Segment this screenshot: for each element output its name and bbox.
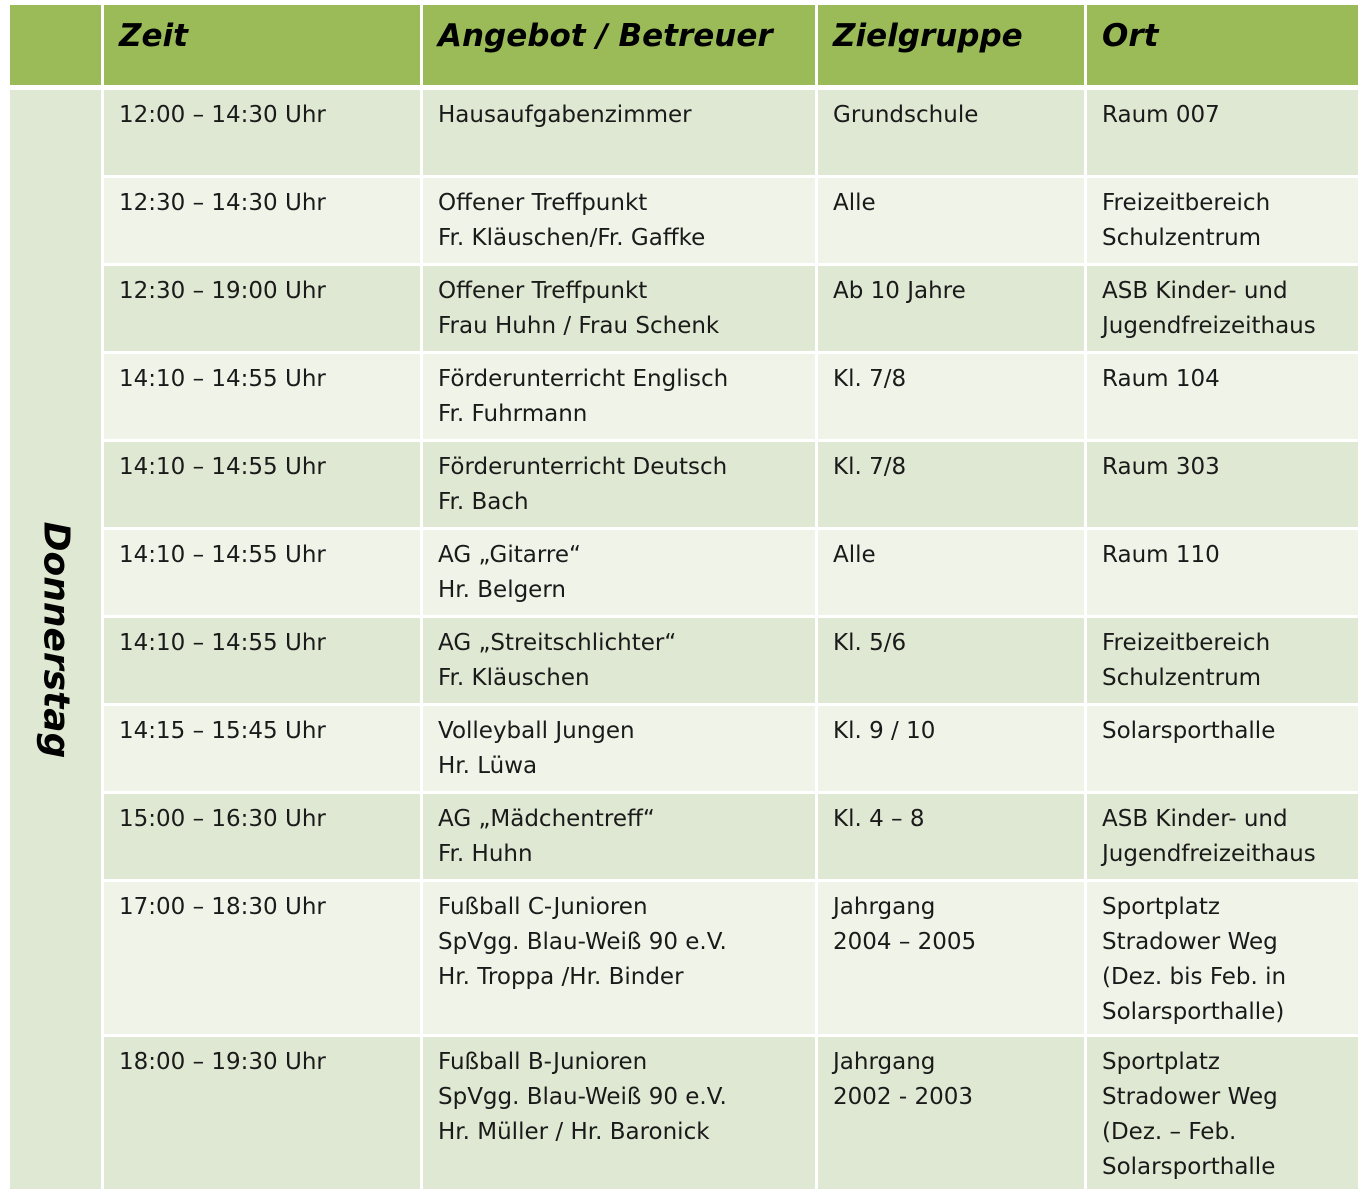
- angebot-line: Hr. Troppa /Hr. Binder: [438, 964, 684, 990]
- angebot-line: Hausaufgabenzimmer: [438, 102, 692, 128]
- table-row: [10, 442, 1358, 530]
- angebot-cell: [423, 442, 818, 530]
- zeit-cell: 14:10 – 14:55 Uhr: [104, 530, 423, 618]
- table-row: [10, 266, 1358, 354]
- table-row: [10, 706, 1358, 794]
- zielgruppe-cell: [818, 794, 1087, 882]
- angebot-cell: [423, 794, 818, 882]
- zielgruppe-line: Jahrgang: [833, 894, 936, 920]
- table-row: [10, 354, 1358, 442]
- zeit-cell: 14:10 – 14:55 Uhr: [104, 442, 423, 530]
- angebot-line: SpVgg. Blau-Weiß 90 e.V.: [438, 1084, 727, 1110]
- header-ort: Ort: [1087, 5, 1358, 90]
- header-zielgruppe: Zielgruppe: [818, 5, 1087, 90]
- angebot-line: Hr. Belgern: [438, 577, 566, 603]
- ort-cell: [1087, 706, 1358, 794]
- angebot-line: AG „Mädchentreff“: [438, 806, 655, 832]
- ort-cell: [1087, 794, 1358, 882]
- table-row: [10, 882, 1358, 1037]
- ort-line: Sportplatz: [1102, 894, 1220, 920]
- ort-cell: [1087, 1037, 1358, 1192]
- ort-line: Solarsporthalle: [1102, 718, 1276, 744]
- ort-cell: [1087, 266, 1358, 354]
- angebot-line: Offener Treffpunkt: [438, 190, 648, 216]
- ort-line: Freizeitbereich: [1102, 190, 1271, 216]
- ort-line: Schulzentrum: [1102, 225, 1262, 251]
- angebot-line: Volleyball Jungen: [438, 718, 635, 744]
- zielgruppe-cell: [818, 442, 1087, 530]
- table-row: [10, 618, 1358, 706]
- zielgruppe-cell: [818, 178, 1087, 266]
- table-row: [10, 178, 1358, 266]
- zielgruppe-cell: [818, 706, 1087, 794]
- angebot-line: Hr. Lüwa: [438, 753, 538, 779]
- angebot-line: Förderunterricht Deutsch: [438, 454, 728, 480]
- zielgruppe-line: Kl. 7/8: [833, 366, 907, 392]
- angebot-line: Förderunterricht Englisch: [438, 366, 729, 392]
- zielgruppe-line: Jahrgang: [833, 1049, 936, 1075]
- ort-line: Freizeitbereich: [1102, 630, 1271, 656]
- zielgruppe-line: Kl. 9 / 10: [833, 718, 936, 744]
- angebot-line: Fr. Kläuschen: [438, 665, 590, 691]
- ort-line: Jugendfreizeithaus: [1102, 841, 1316, 867]
- angebot-cell: [423, 90, 818, 178]
- ort-cell: [1087, 178, 1358, 266]
- zielgruppe-cell: [818, 354, 1087, 442]
- angebot-cell: [423, 618, 818, 706]
- ort-line: Raum 104: [1102, 366, 1220, 392]
- zeit-cell: 12:30 – 14:30 Uhr: [104, 178, 423, 266]
- ort-line: (Dez. bis Feb. in: [1102, 964, 1287, 990]
- ort-line: Stradower Weg: [1102, 929, 1278, 955]
- zeit-cell: 15:00 – 16:30 Uhr: [104, 794, 423, 882]
- ort-line: ASB Kinder- und: [1102, 278, 1288, 304]
- zielgruppe-line: 2004 – 2005: [833, 929, 977, 955]
- angebot-cell: [423, 1037, 818, 1192]
- ort-line: Raum 007: [1102, 102, 1220, 128]
- ort-line: Sportplatz: [1102, 1049, 1220, 1075]
- zielgruppe-cell: [818, 882, 1087, 1037]
- ort-line: Schulzentrum: [1102, 665, 1262, 691]
- angebot-cell: [423, 178, 818, 266]
- zielgruppe-cell: [818, 1037, 1087, 1192]
- angebot-line: Hr. Müller / Hr. Baronick: [438, 1119, 710, 1145]
- zeit-cell: 18:00 – 19:30 Uhr: [104, 1037, 423, 1192]
- angebot-line: Offener Treffpunkt: [438, 278, 648, 304]
- ort-cell: [1087, 882, 1358, 1037]
- angebot-cell: [423, 706, 818, 794]
- angebot-line: Fußball B-Junioren: [438, 1049, 648, 1075]
- ort-cell: [1087, 442, 1358, 530]
- zielgruppe-cell: [818, 618, 1087, 706]
- angebot-cell: [423, 266, 818, 354]
- header-angebot: Angebot / Betreuer: [423, 5, 818, 90]
- zeit-cell: 14:15 – 15:45 Uhr: [104, 706, 423, 794]
- zielgruppe-line: Kl. 4 – 8: [833, 806, 925, 832]
- table-row: [10, 90, 1358, 178]
- zielgruppe-line: Kl. 5/6: [833, 630, 907, 656]
- ort-cell: [1087, 618, 1358, 706]
- header-row: [10, 5, 1358, 90]
- angebot-line: Fr. Bach: [438, 489, 529, 515]
- angebot-line: Fußball C-Junioren: [438, 894, 648, 920]
- ort-line: Solarsporthalle: [1102, 1154, 1276, 1180]
- ort-cell: [1087, 530, 1358, 618]
- angebot-line: AG „Gitarre“: [438, 542, 581, 568]
- day-cell: [10, 90, 104, 1192]
- angebot-cell: [423, 530, 818, 618]
- zielgruppe-line: Grundschule: [833, 102, 979, 128]
- angebot-line: SpVgg. Blau-Weiß 90 e.V.: [438, 929, 727, 955]
- ort-cell: [1087, 90, 1358, 178]
- day-label: Donnerstag: [35, 521, 76, 758]
- angebot-cell: [423, 354, 818, 442]
- angebot-line: Fr. Fuhrmann: [438, 401, 588, 427]
- ort-line: Jugendfreizeithaus: [1102, 313, 1316, 339]
- zielgruppe-line: 2002 - 2003: [833, 1084, 973, 1110]
- ort-line: (Dez. – Feb.: [1102, 1119, 1237, 1145]
- ort-line: Raum 303: [1102, 454, 1220, 480]
- zielgruppe-cell: [818, 530, 1087, 618]
- angebot-line: AG „Streitschlichter“: [438, 630, 677, 656]
- zeit-cell: 14:10 – 14:55 Uhr: [104, 618, 423, 706]
- zielgruppe-line: Alle: [833, 542, 876, 568]
- zeit-cell: 12:30 – 19:00 Uhr: [104, 266, 423, 354]
- table-row: [10, 1037, 1358, 1192]
- angebot-line: Fr. Kläuschen/Fr. Gaffke: [438, 225, 706, 251]
- header-day: [10, 5, 104, 90]
- angebot-cell: [423, 882, 818, 1037]
- ort-line: Stradower Weg: [1102, 1084, 1278, 1110]
- angebot-line: Fr. Huhn: [438, 841, 533, 867]
- ort-line: ASB Kinder- und: [1102, 806, 1288, 832]
- zielgruppe-cell: [818, 266, 1087, 354]
- ort-line: Solarsporthalle): [1102, 999, 1285, 1025]
- table-row: [10, 794, 1358, 882]
- zielgruppe-line: Alle: [833, 190, 876, 216]
- schedule-table: [10, 5, 1358, 1192]
- schedule-body: [10, 90, 1358, 1192]
- zeit-cell: 12:00 – 14:30 Uhr: [104, 90, 423, 178]
- zeit-cell: 17:00 – 18:30 Uhr: [104, 882, 423, 1037]
- angebot-line: Frau Huhn / Frau Schenk: [438, 313, 720, 339]
- header-zeit: Zeit: [104, 5, 423, 90]
- table-row: [10, 530, 1358, 618]
- zielgruppe-line: Ab 10 Jahre: [833, 278, 966, 304]
- zielgruppe-cell: [818, 90, 1087, 178]
- zielgruppe-line: Kl. 7/8: [833, 454, 907, 480]
- ort-line: Raum 110: [1102, 542, 1220, 568]
- ort-cell: [1087, 354, 1358, 442]
- zeit-cell: 14:10 – 14:55 Uhr: [104, 354, 423, 442]
